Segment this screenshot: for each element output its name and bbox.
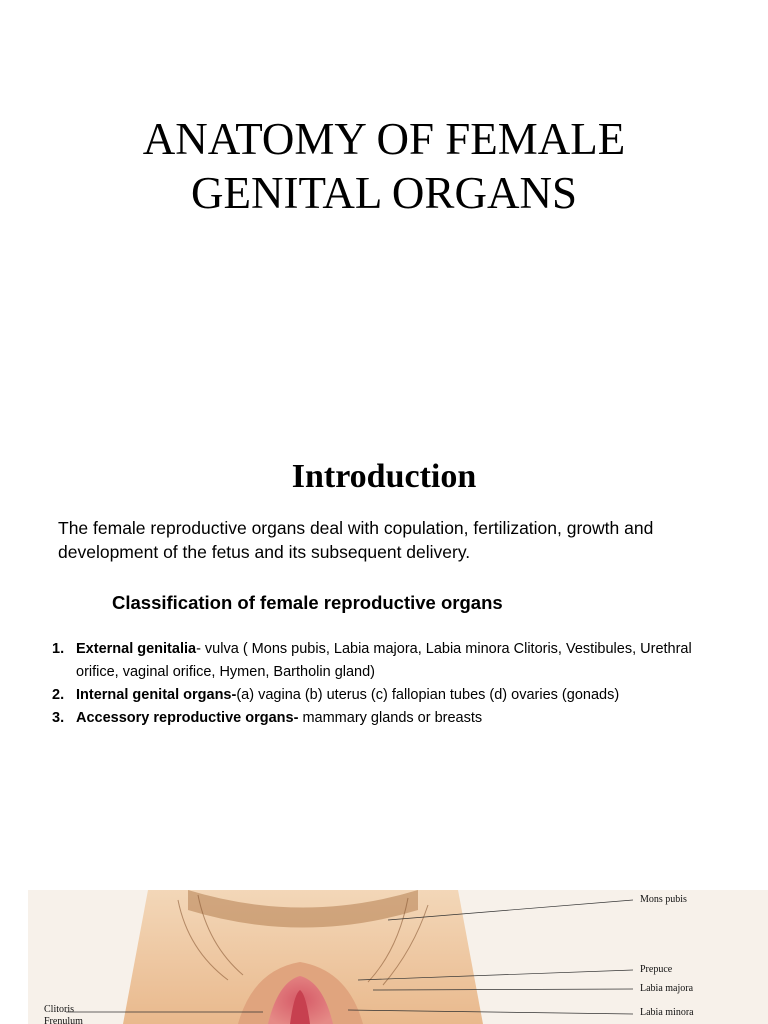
list-item-text: - vulva ( Mons pubis, Labia majora, Labia minora Clitoris, Vestibules, Urethral orifice, vaginal orifice, Hymen, Bartholin gland) [76, 641, 692, 680]
page-title [0, 112, 768, 220]
title-slide [0, 0, 768, 430]
list-item [52, 707, 702, 730]
label-labia-minora: Labia minora [640, 1007, 694, 1018]
list-item-label: External genitalia [76, 641, 197, 657]
list-item-text: (a) vagina (b) uterus (c) fallopian tubes (d) ovaries (gonads) [236, 687, 620, 703]
list-number: 1. [52, 641, 65, 657]
label-clitoris: Clitoris [44, 1004, 75, 1015]
classification-list [52, 638, 702, 730]
label-frenulum: Frenulum [44, 1016, 83, 1024]
list-item-label: Internal genital organs- [76, 687, 237, 703]
anatomy-illustration [28, 890, 768, 1024]
list-number: 3. [52, 710, 65, 726]
list-number: 2. [52, 687, 65, 703]
list-item [52, 638, 702, 684]
list-item-label: Accessory reproductive organs- [76, 710, 299, 726]
introduction-text: The female reproductive organs deal with copulation, fertilization, growth and development of the fetus and its subsequent delivery. [58, 518, 654, 562]
introduction-heading: Introduction [291, 458, 477, 495]
list-item [52, 684, 702, 707]
anatomy-drawing [28, 890, 768, 1024]
label-labia-majora: Labia majora [640, 983, 694, 994]
list-item-text: mammary glands or breasts [298, 710, 483, 726]
title-line-2: GENITAL ORGANS [191, 168, 577, 218]
classification-heading: Classification of female reproductive organs [112, 592, 503, 613]
label-prepuce: Prepuce [640, 964, 673, 975]
label-mons-pubis: Mons pubis [640, 894, 687, 905]
introduction-slide [0, 430, 768, 1024]
title-line-1: ANATOMY OF FEMALE [142, 114, 626, 164]
